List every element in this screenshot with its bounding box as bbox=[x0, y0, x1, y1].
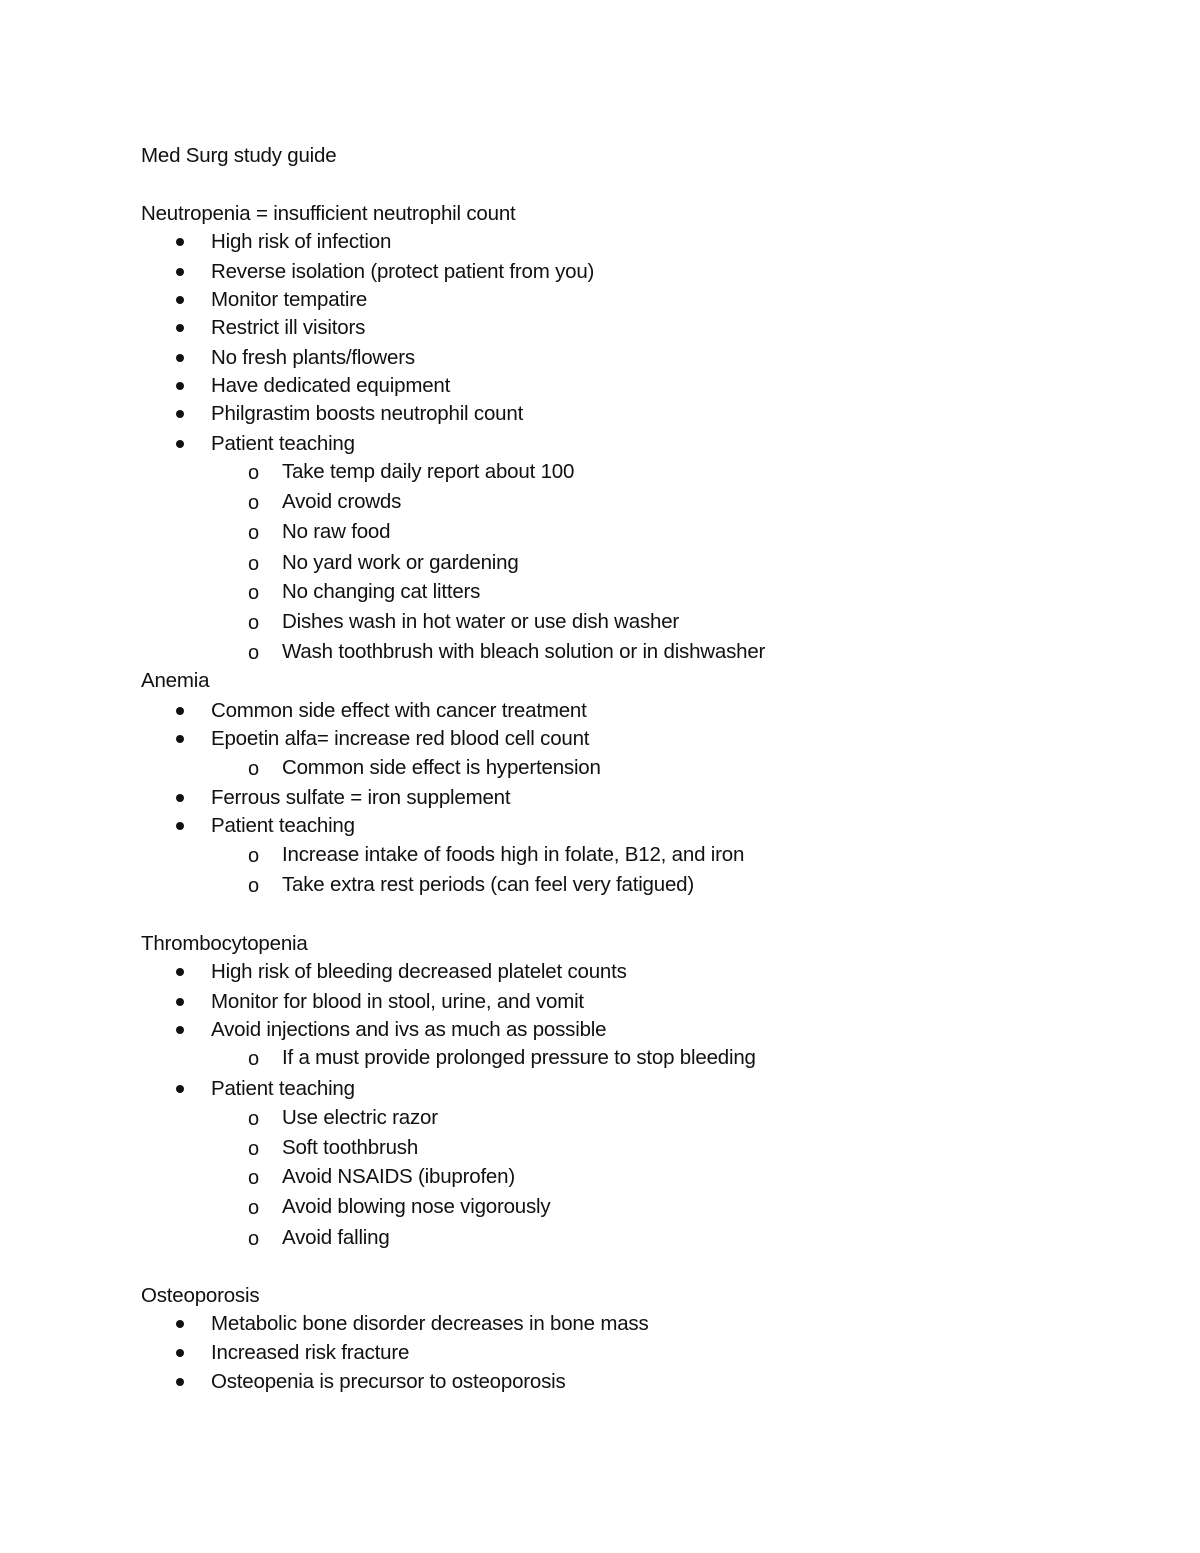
sub-list-item: Avoid blowing nose vigorously bbox=[282, 1195, 551, 1218]
bullet-icon bbox=[176, 268, 184, 276]
sub-bullet-icon: o bbox=[248, 1167, 260, 1189]
bullet-icon bbox=[176, 440, 184, 448]
bullet-icon bbox=[176, 410, 184, 418]
bullet-icon bbox=[176, 707, 184, 715]
list-item: Reverse isolation (protect patient from you) bbox=[211, 260, 595, 283]
sub-list-item: No yard work or gardening bbox=[282, 551, 519, 574]
list-item: No fresh plants/flowers bbox=[211, 346, 415, 369]
bullet-icon bbox=[176, 794, 184, 802]
section-heading-osteoporosis: Osteoporosis bbox=[141, 1284, 260, 1307]
sub-bullet-icon: o bbox=[248, 845, 260, 867]
list-item: Osteopenia is precursor to osteoporosis bbox=[211, 1370, 566, 1393]
bullet-icon bbox=[176, 1085, 184, 1093]
sub-list-item: Avoid falling bbox=[282, 1226, 390, 1249]
sub-bullet-icon: o bbox=[248, 462, 260, 484]
sub-bullet-icon: o bbox=[248, 1048, 260, 1070]
sub-list-item: Avoid NSAIDS (ibuprofen) bbox=[282, 1165, 515, 1188]
list-item: Common side effect with cancer treatment bbox=[211, 699, 587, 722]
sub-list-item: Use electric razor bbox=[282, 1106, 438, 1129]
sub-list-item: Take temp daily report about 100 bbox=[282, 460, 575, 483]
sub-bullet-icon: o bbox=[248, 612, 260, 634]
sub-bullet-icon: o bbox=[248, 875, 260, 897]
bullet-icon bbox=[176, 735, 184, 743]
section-heading-neutropenia: Neutropenia = insufficient neutrophil count bbox=[141, 202, 516, 225]
bullet-icon bbox=[176, 1320, 184, 1328]
sub-list-item: No changing cat litters bbox=[282, 580, 481, 603]
bullet-icon bbox=[176, 1378, 184, 1386]
bullet-icon bbox=[176, 998, 184, 1006]
list-item: Ferrous sulfate = iron supplement bbox=[211, 786, 511, 809]
list-item: Increased risk fracture bbox=[211, 1341, 410, 1364]
sub-bullet-icon: o bbox=[248, 553, 260, 575]
list-item: High risk of infection bbox=[211, 230, 392, 253]
bullet-icon bbox=[176, 238, 184, 246]
sub-list-item: Wash toothbrush with bleach solution or in dishwasher bbox=[282, 640, 766, 663]
list-item: Monitor for blood in stool, urine, and vomit bbox=[211, 990, 584, 1013]
list-item: Philgrastim boosts neutrophil count bbox=[211, 402, 524, 425]
bullet-icon bbox=[176, 1026, 184, 1034]
list-item: Epoetin alfa= increase red blood cell count bbox=[211, 727, 590, 750]
bullet-icon bbox=[176, 324, 184, 332]
bullet-icon bbox=[176, 1349, 184, 1357]
sub-bullet-icon: o bbox=[248, 1138, 260, 1160]
sub-bullet-icon: o bbox=[248, 582, 260, 604]
sub-bullet-icon: o bbox=[248, 492, 260, 514]
list-item: High risk of bleeding decreased platelet counts bbox=[211, 960, 627, 983]
list-item: Avoid injections and ivs as much as possible bbox=[211, 1018, 607, 1041]
sub-list-item: If a must provide prolonged pressure to stop bleeding bbox=[282, 1046, 756, 1069]
sub-list-item: Common side effect is hypertension bbox=[282, 756, 601, 779]
sub-bullet-icon: o bbox=[248, 522, 260, 544]
list-item: Metabolic bone disorder decreases in bone mass bbox=[211, 1312, 649, 1335]
doc-title: Med Surg study guide bbox=[141, 144, 337, 167]
section-heading-thrombocytopenia: Thrombocytopenia bbox=[141, 932, 308, 955]
bullet-icon bbox=[176, 382, 184, 390]
bullet-icon bbox=[176, 822, 184, 830]
sub-list-item: Increase intake of foods high in folate, B12, and iron bbox=[282, 843, 745, 866]
list-item: Monitor tempatire bbox=[211, 288, 368, 311]
sub-list-item: Soft toothbrush bbox=[282, 1136, 419, 1159]
list-item: Patient teaching bbox=[211, 1077, 355, 1100]
sub-bullet-icon: o bbox=[248, 758, 260, 780]
list-item: Patient teaching bbox=[211, 814, 355, 837]
sub-bullet-icon: o bbox=[248, 1228, 260, 1250]
list-item: Patient teaching bbox=[211, 432, 355, 455]
sub-bullet-icon: o bbox=[248, 1197, 260, 1219]
sub-bullet-icon: o bbox=[248, 1108, 260, 1130]
bullet-icon bbox=[176, 296, 184, 304]
list-item: Restrict ill visitors bbox=[211, 316, 366, 339]
sub-list-item: Take extra rest periods (can feel very fatigued) bbox=[282, 873, 694, 896]
sub-list-item: Avoid crowds bbox=[282, 490, 402, 513]
list-item: Have dedicated equipment bbox=[211, 374, 451, 397]
bullet-icon bbox=[176, 354, 184, 362]
sub-list-item: Dishes wash in hot water or use dish washer bbox=[282, 610, 680, 633]
sub-bullet-icon: o bbox=[248, 642, 260, 664]
sub-list-item: No raw food bbox=[282, 520, 391, 543]
bullet-icon bbox=[176, 968, 184, 976]
section-heading-anemia: Anemia bbox=[141, 669, 210, 692]
